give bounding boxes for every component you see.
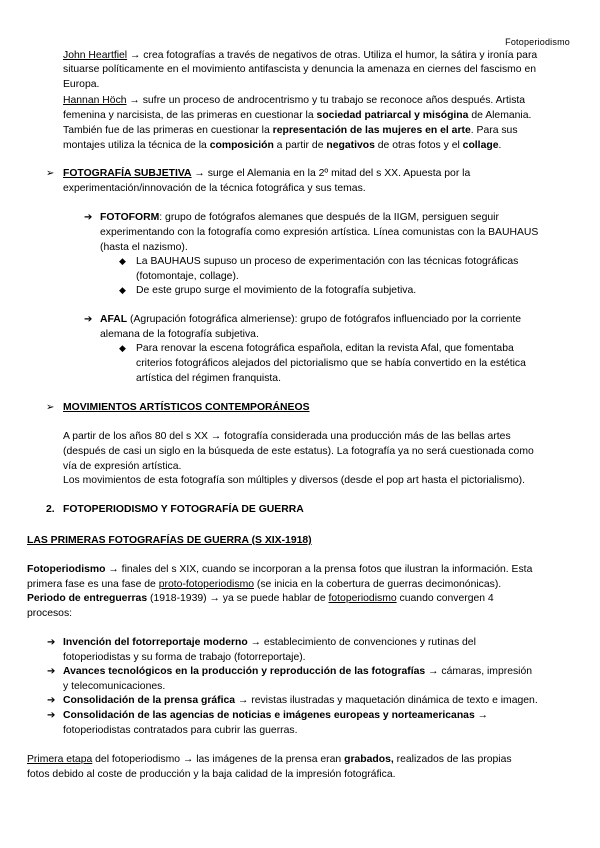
section-number: 2. — [46, 504, 55, 515]
entreguerras-line-2: procesos: — [27, 608, 73, 619]
movimientos-line-2: (después de casi un siglo en la búsqueda de este estatus). La fotografía ya no será cuestionada como — [63, 446, 534, 457]
fotoform-line-2: experimentando con la fotografía como expresión artística. Línea comunistas con la BAUHAUS — [100, 227, 539, 238]
list-item: Consolidación de las agencias de noticias e imágenes europeas y norteamericanas → — [63, 710, 489, 721]
fotoform-line-3: (hasta el nazismo). — [100, 242, 188, 253]
hoch-name: Hannan Höch — [63, 95, 127, 106]
fotoform-sub1-line-1: La BAUHAUS supuso un proceso de experimentación con las técnicas fotográficas — [136, 256, 519, 267]
entreguerras-line-1: Periodo de entreguerras (1918-1939) → ya se puede hablar de fotoperiodismo cuando convergen 4 — [27, 593, 494, 604]
heartfield-line-1: John Heartfiel → crea fotografías a través de negativos de otras. Utiliza el humor, la sátira y ironía para — [63, 50, 538, 61]
list-item-continuation: fotoperiodistas y su forma de trabajo (fotorreportaje). — [63, 652, 306, 663]
heartfield-line-2: situarse políticamente en el movimiento antifascista y denuncia la amenaza en ciernes del fascismo en — [63, 64, 537, 75]
list-item-continuation: y telecomunicaciones. — [63, 681, 166, 692]
fotoperiodismo-line-2: primera fase es una fase de proto-fotoperiodismo (se inicia en la cobertura de guerras decimonónicas). — [27, 579, 502, 590]
fotoform-title: FOTOFORM — [100, 212, 160, 223]
heartfield-name: John Heartfiel — [63, 50, 128, 61]
fotoform-sub2-line-1: De este grupo surge el movimiento de la fotografía subjetiva. — [136, 285, 417, 296]
heartfield-line-3: Europa. — [63, 79, 100, 90]
hoch-line-2: femenina y narcisista, de las primeras en cuestionar la sociedad patriarcal y misógina de Alemania. — [63, 110, 532, 121]
subjetiva-line-1: FOTOGRAFÍA SUBJETIVA → surge el Alemania en la 2º mitad del s XX. Apuesta por la — [63, 168, 471, 179]
hoch-line-3: También fue de las primeras en cuestionar la representación de las mujeres en el arte. Para sus — [63, 125, 518, 136]
afal-title: AFAL — [100, 314, 128, 325]
arrow-icon: ➔ — [84, 212, 93, 223]
arrow-icon: ➔ — [47, 637, 56, 648]
fotoperiodismo-line-1: Fotoperiodismo → finales del s XIX, cuando se incorporan a la prensa fotos que ilustran la información. Esta — [27, 564, 533, 575]
afal-sub1-line-1: Para renovar la escena fotográfica española, editan la revista Afal, que fomentaba — [136, 343, 514, 354]
movimientos-title: MOVIMIENTOS ARTÍSTICOS CONTEMPORÁNEOS — [63, 402, 310, 413]
fotoform-sub1-line-2: (fotomontaje, collage). — [136, 271, 239, 282]
hoch-line-4: montajes utiliza la técnica de la composición a partir de negativos de otras fotos y el collage. — [63, 140, 502, 151]
primera-etapa-line-1: Primera etapa del fotoperiodismo → las imágenes de la prensa eran grabados, realizados de las propias — [27, 754, 512, 765]
hoch-line-1: Hannan Höch → sufre un proceso de androcentrismo y tu trabajo se reconoce años después. Artista — [63, 95, 526, 106]
list-item: Consolidación de la prensa gráfica → revistas ilustradas y maquetación dinámica de texto e imagen. — [63, 695, 538, 706]
arrow-icon: ➔ — [47, 710, 56, 721]
subjetiva-line-2: experimentación/innovación de la técnica fotográfica y sus temas. — [63, 183, 366, 194]
list-item-continuation: fotoperiodistas contratados para cubrir las guerras. — [63, 725, 298, 736]
arrow-icon: ➔ — [47, 666, 56, 677]
subsection-title: LAS PRIMERAS FOTOGRAFÍAS DE GUERRA (S XIX-1918) — [27, 535, 312, 546]
chevron-icon: ➢ — [46, 168, 55, 179]
fotoform-line-1: FOTOFORM: grupo de fotógrafos alemanes que después de la IIGM, persiguen seguir — [100, 212, 499, 223]
section-title: FOTOPERIODISMO Y FOTOGRAFÍA DE GUERRA — [63, 504, 304, 515]
subjetiva-title: FOTOGRAFÍA SUBJETIVA — [63, 168, 192, 179]
primera-etapa-line-2: fotos debido al coste de producción y la baja calidad de la impresión fotográfica. — [27, 769, 396, 780]
movimientos-line-3: vía de expresión artística. — [63, 461, 182, 472]
arrow-icon: ➔ — [84, 314, 93, 325]
chevron-icon: ➢ — [46, 402, 55, 413]
list-item: Avances tecnológicos en la producción y reproducción de las fotografías → cámaras, impresión — [63, 666, 533, 677]
movimientos-line-4: Los movimientos de esta fotografía son múltiples y diversos (desde el pop art hasta el pictorialismo). — [63, 475, 526, 486]
diamond-icon: ◆ — [119, 343, 126, 353]
afal-sub1-line-3: artística del régimen franquista. — [136, 373, 281, 384]
arrow-icon: ➔ — [47, 695, 56, 706]
movimientos-line-1: A partir de los años 80 del s XX → fotografía considerada una producción más de las bellas artes — [63, 431, 511, 442]
diamond-icon: ◆ — [119, 285, 126, 295]
diamond-icon: ◆ — [119, 256, 126, 266]
afal-line-1: AFAL (Agrupación fotográfica almeriense): grupo de fotógrafos influenciado por la corriente — [100, 314, 522, 325]
page-header-title: Fotoperiodismo — [505, 37, 570, 47]
list-item: Invención del fotorreportaje moderno → establecimiento de convenciones y rutinas del — [63, 637, 476, 648]
afal-line-2: alemana de la fotografía subjetiva. — [100, 329, 259, 340]
afal-sub1-line-2: criterios fotográficos alejados del pictorialismo que se había convertido en la estética — [136, 358, 526, 369]
